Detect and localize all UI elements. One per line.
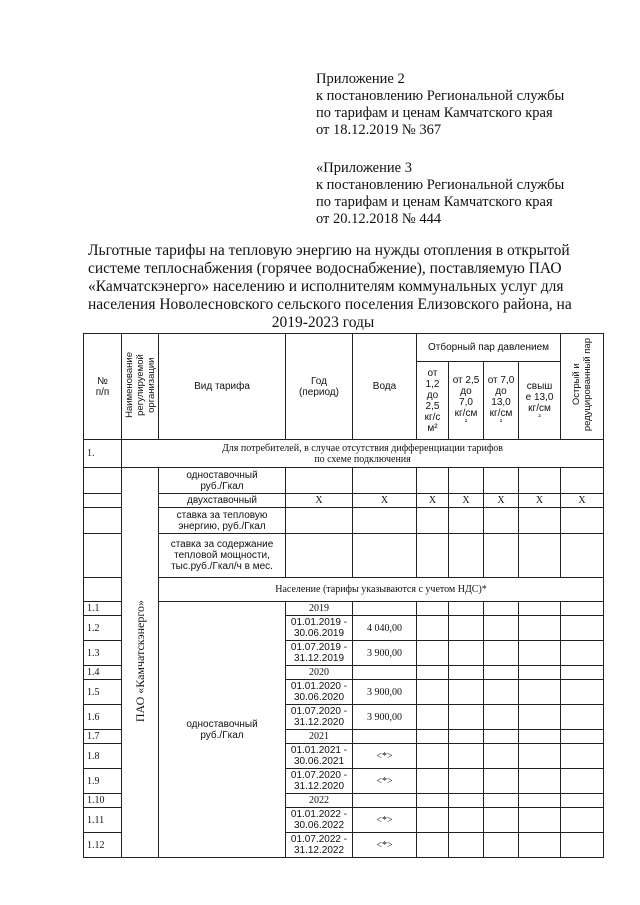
- general-single-rate-label: одноставочный руб./Гкал: [159, 468, 286, 494]
- title-line-2: системе теплоснабжения (горячее водоснабжение), поставляемую ПАО: [88, 260, 562, 277]
- period-cell: 01.01.2019 - 30.06.2019: [286, 616, 353, 641]
- title-line-4: населения Новолесновского сельского поселения Елизовского района, на: [88, 296, 572, 313]
- row-number: 1.6: [84, 705, 122, 730]
- header-pressure-1: от 1,2 до 2,5 кг/с м²: [417, 362, 449, 440]
- row-number: 1.12: [84, 833, 122, 858]
- row-empty-num: [84, 508, 122, 534]
- appendix-2-line-2: к постановлению Региональной службы: [316, 88, 565, 104]
- row-number: 1.7: [84, 730, 122, 744]
- capacity-rate-label: ставка за содержание тепловой мощности, тыс.руб./Гкал/ч в мес.: [159, 534, 286, 578]
- row-number: 1.3: [84, 641, 122, 666]
- header-org: [122, 334, 159, 440]
- year-cell: 2021: [286, 730, 353, 744]
- appendix-2-line-1: Приложение 2: [316, 71, 405, 87]
- title-line-1: Льготные тарифы на тепловую энергию на нужды отопления в открытой: [88, 242, 570, 259]
- header-steam-group: Отборный пар давлением: [417, 334, 561, 362]
- appendix-2-block: [316, 71, 564, 139]
- row-number: 1.11: [84, 808, 122, 833]
- appendix-3-block: [316, 160, 564, 228]
- x-mark: X: [484, 494, 519, 508]
- appendix-3-line-2: к постановлению Региональной службы: [316, 177, 565, 193]
- period-cell: 01.01.2021 - 30.06.2021: [286, 744, 353, 769]
- water-value: 4 040,00: [353, 616, 417, 641]
- x-mark: X: [561, 494, 604, 508]
- org-name-cell: [122, 468, 159, 858]
- section-1-title-line-2: по схеме подключения: [314, 453, 411, 465]
- appendix-3-line-3: по тарифам и ценам Камчатского края: [316, 194, 553, 210]
- water-value: <*>: [353, 808, 417, 833]
- title-line-5: 2019-2023 годы: [271, 314, 375, 331]
- header-org-text: Наименование регулируемой организации: [123, 352, 157, 418]
- period-cell: 01.01.2020 - 30.06.2020: [286, 680, 353, 705]
- energy-rate-label: ставка за тепловую энергию, руб./Гкал: [159, 508, 286, 534]
- header-year-line-2: (период): [299, 386, 339, 398]
- header-num-line-1: №: [97, 375, 108, 387]
- period-cell: 01.07.2022 - 31.12.2022: [286, 833, 353, 858]
- header-num: [84, 334, 122, 440]
- row-empty-num: [84, 468, 122, 494]
- appendix-3-line-1: «Приложение 3: [316, 160, 412, 176]
- x-mark: X: [417, 494, 449, 508]
- header-year-line-1: Год: [311, 375, 327, 387]
- section-1-title: [122, 440, 604, 468]
- row-empty-num: [84, 494, 122, 508]
- row-number: 1.8: [84, 744, 122, 769]
- row-number: 1.1: [84, 602, 122, 616]
- appendix-2-line-3: по тарифам и ценам Камчатского края: [316, 105, 553, 121]
- x-mark: X: [449, 494, 484, 508]
- org-name: ПАО «Камчатскэнерго»: [132, 599, 147, 723]
- water-value: <*>: [353, 744, 417, 769]
- section-1-title-line-1: Для потребителей, в случае отсутствия дифференциации тарифов: [221, 442, 504, 454]
- table-row: [84, 602, 604, 616]
- header-sharp-steam: [561, 334, 604, 440]
- water-value: 3 900,00: [353, 680, 417, 705]
- x-mark: X: [353, 494, 417, 508]
- row-empty-num: [84, 578, 122, 602]
- row-number: 1.4: [84, 666, 122, 680]
- appendix-2-line-4: от 18.12.2019 № 367: [316, 122, 442, 138]
- year-cell: 2020: [286, 666, 353, 680]
- section-1-number: 1.: [84, 440, 122, 468]
- water-value: 3 900,00: [353, 641, 417, 666]
- header-pressure-2: от 2,5 до 7,0 кг/см ²: [449, 362, 484, 440]
- year-cell: 2019: [286, 602, 353, 616]
- header-pressure-4: свыш е 13,0 кг/см ²: [519, 362, 561, 440]
- water-value: <*>: [353, 769, 417, 794]
- row-number: 1.10: [84, 794, 122, 808]
- title-line-3: «Камчатскэнерго» населению и исполнителям коммунальных услуг для: [88, 278, 564, 295]
- header-tariff-type: Вид тарифа: [159, 334, 286, 440]
- header-year: [286, 334, 353, 440]
- row-empty-num: [84, 534, 122, 578]
- header-pressure-3: от 7,0 до 13,0 кг/см ²: [484, 362, 519, 440]
- period-cell: 01.01.2022 - 30.06.2022: [286, 808, 353, 833]
- x-mark: X: [286, 494, 353, 508]
- appendix-3-line-4: от 20.12.2018 № 444: [316, 211, 442, 227]
- row-number: 1.2: [84, 616, 122, 641]
- header-num-line-2: п/п: [95, 386, 110, 398]
- header-sharp-steam-text: Острый и редуцированный пар: [571, 338, 594, 432]
- period-cell: 01.07.2020 - 31.12.2020: [286, 705, 353, 730]
- row-number: 1.5: [84, 680, 122, 705]
- population-header: Население (тарифы указываются с учетом НДС)*: [159, 578, 604, 602]
- document-title: [88, 242, 572, 332]
- header-water: Вода: [353, 334, 417, 440]
- tariff-table: [83, 333, 604, 858]
- general-two-part-label: двухставочный: [159, 494, 286, 508]
- water-value: <*>: [353, 833, 417, 858]
- water-value: 3 900,00: [353, 705, 417, 730]
- period-cell: 01.07.2020 - 31.12.2020: [286, 769, 353, 794]
- row-number: 1.9: [84, 769, 122, 794]
- x-mark: X: [519, 494, 561, 508]
- year-cell: 2022: [286, 794, 353, 808]
- population-tariff-label: одноставочный руб./Гкал: [159, 602, 286, 858]
- period-cell: 01.07.2019 - 31.12.2019: [286, 641, 353, 666]
